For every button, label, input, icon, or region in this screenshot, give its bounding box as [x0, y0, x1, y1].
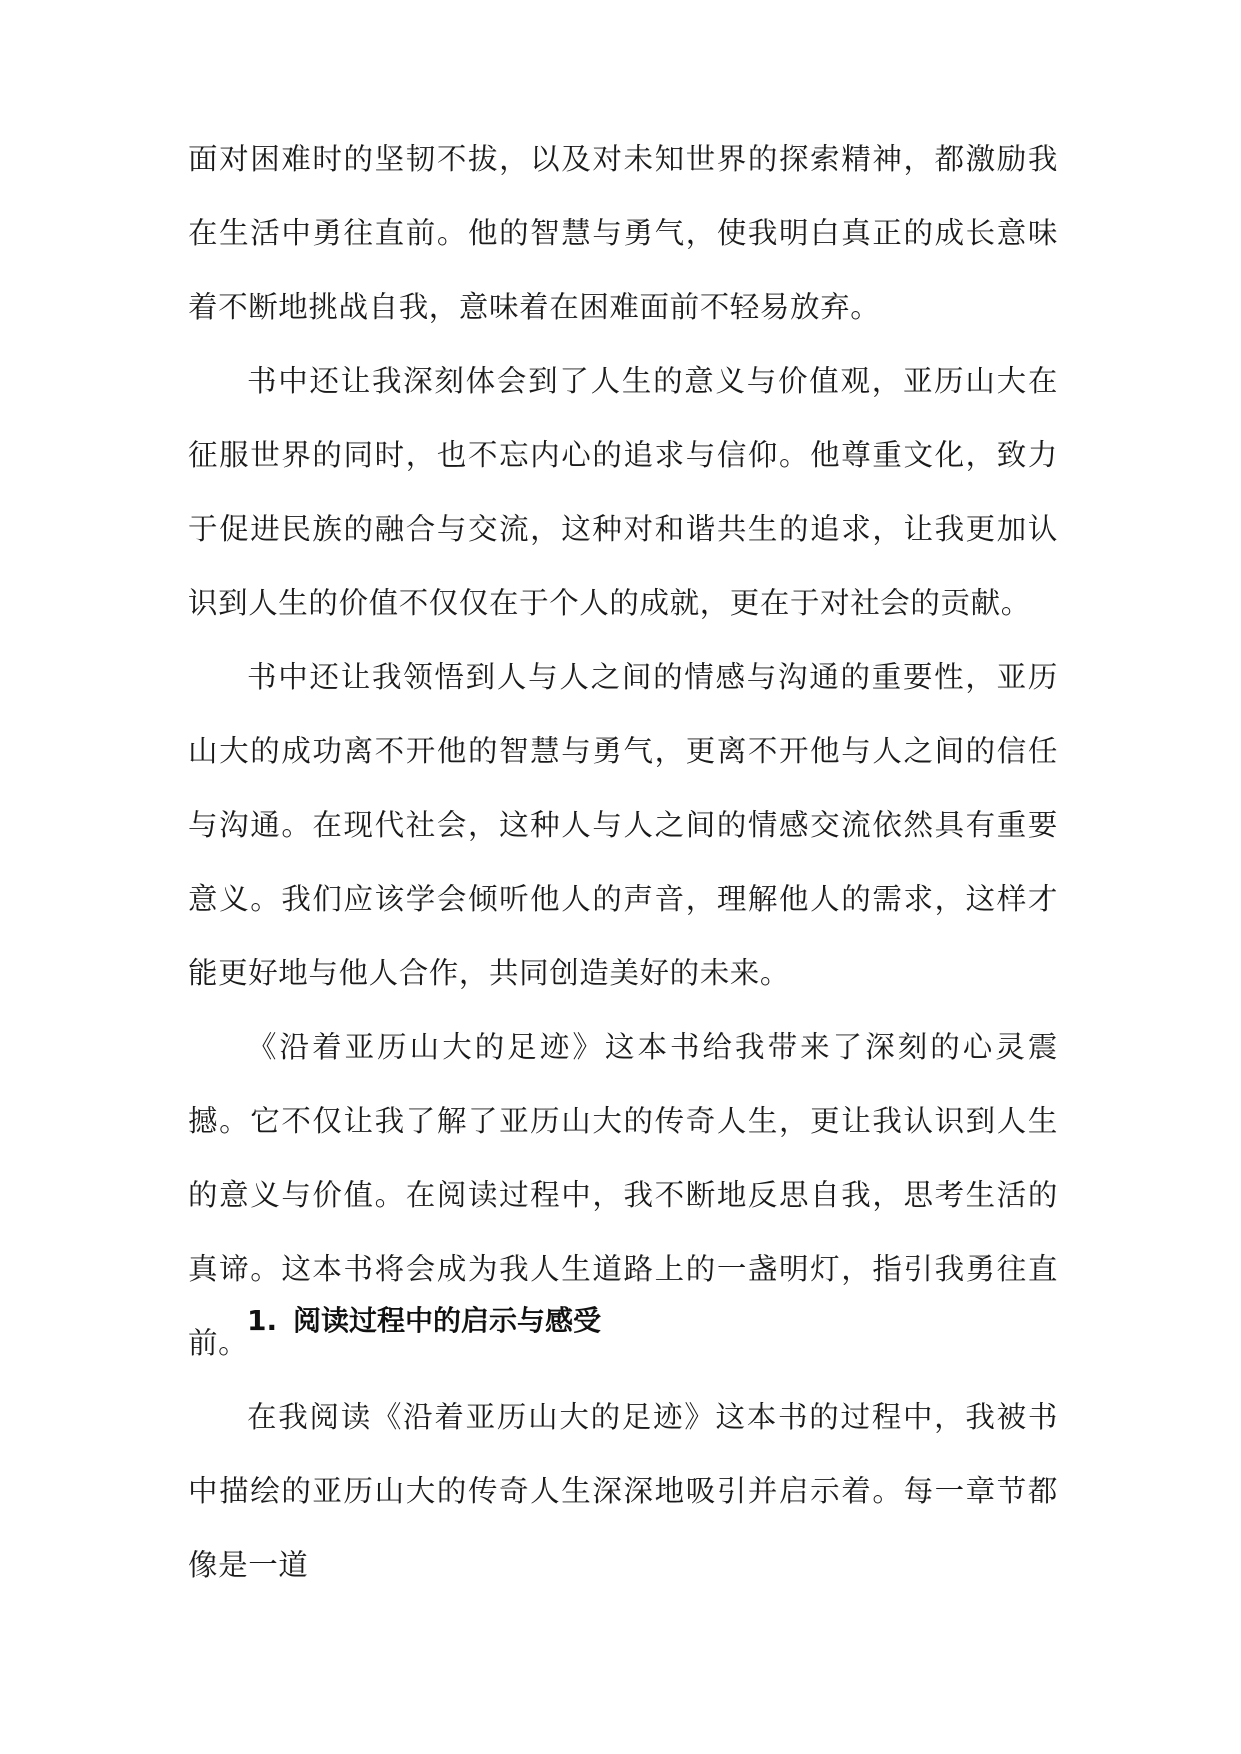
section-number: 1. — [247, 1304, 278, 1337]
body-paragraph-3: 书中还让我领悟到人与人之间的情感与沟通的重要性，亚历山大的成功离不开他的智慧与勇气，更离不开他与人之间的信任与沟通。在现代社会，这种人与人之间的情感交流依然具有重要意义。我们应该学会倾听他人的声音，理解他人的需求，这样才能更好地与他人合作，共同创造美好的未来。 — [188, 660, 1058, 990]
section-heading — [247, 1284, 1047, 1358]
section-body-paragraph: 在我阅读《沿着亚历山大的足迹》这本书的过程中，我被书中描绘的亚历山大的传奇人生深深地吸引并启示着。每一章节都像是一道 — [188, 1400, 1058, 1582]
body-paragraph-4: 《沿着亚历山大的足迹》这本书给我带来了深刻的心灵震撼。它不仅让我了解了亚历山大的传奇人生，更让我认识到人生的意义与价值。在阅读过程中，我不断地反思自我，思考生活的真谛。这本书将会成为我人生道路上的一盏明灯，指引我勇往直前。 — [188, 1030, 1058, 1360]
section-title: 阅读过程中的启示与感受 — [293, 1304, 602, 1337]
body-paragraph-1: 面对困难时的坚韧不拔，以及对未知世界的探索精神，都激励我在生活中勇往直前。他的智慧与勇气，使我明白真正的成长意味着不断地挑战自我，意味着在困难面前不轻易放弃。 — [188, 142, 1058, 324]
body-paragraph-2: 书中还让我深刻体会到了人生的意义与价值观，亚历山大在征服世界的同时，也不忘内心的追求与信仰。他尊重文化，致力于促进民族的融合与交流，这种对和谐共生的追求，让我更加认识到人生的价值不仅仅在于个人的成就，更在于对社会的贡献。 — [188, 364, 1058, 620]
